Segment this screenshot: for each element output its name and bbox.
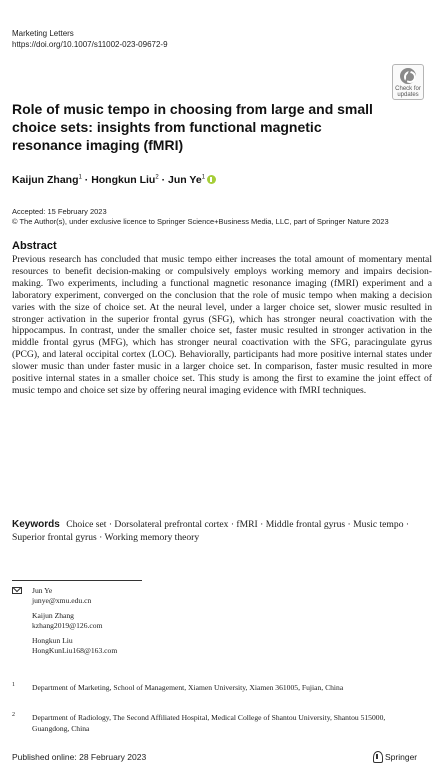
correspondence-email[interactable]: junye@xmu.edu.cn: [32, 596, 92, 605]
article-title: Role of music tempo in choosing from large and small choice sets: insights from functional magnetic resonance imaging (fMRI): [12, 101, 373, 153]
doi-link[interactable]: https://doi.org/10.1007/s11002-023-09672-9: [12, 40, 168, 49]
accepted-date: Accepted: 15 February 2023: [12, 207, 107, 216]
author-name[interactable]: Kaijun Zhang: [12, 174, 79, 186]
keywords: [12, 518, 432, 544]
springer-horse-icon: [372, 751, 382, 763]
publisher-logo: [372, 751, 417, 763]
affiliation-text: Department of Radiology, The Second Affiliated Hospital, Medical College of Shantou University, Shantou 515000, Guangdong, China: [32, 713, 386, 733]
orcid-icon[interactable]: [207, 175, 216, 184]
correspondence-entry: [12, 586, 312, 606]
abstract-heading: Abstract: [12, 240, 57, 252]
correspondence-entry: [12, 611, 312, 631]
author-affiliation-ref: 1: [201, 174, 206, 181]
author-affiliation-ref: 2: [155, 174, 159, 181]
publisher-name: Springer: [385, 752, 418, 762]
correspondence-entry: [12, 636, 312, 656]
author-affiliation-ref: 1: [78, 174, 82, 181]
correspondence-name: Hongkun Liu: [32, 636, 73, 645]
correspondence-name: Kaijun Zhang: [32, 611, 74, 620]
author-name[interactable]: Jun Ye: [168, 174, 202, 186]
footnote-divider: [12, 580, 142, 581]
author-list: [12, 174, 216, 186]
crossmark-icon: [400, 68, 416, 84]
copyright-notice: © The Author(s), under exclusive licence to Springer Science+Business Media, LLC, part of Springer Nature 2023: [12, 217, 389, 226]
affiliation-number: 1: [12, 682, 15, 688]
affiliation: [12, 712, 422, 734]
check-for-updates-label: Check for updates: [395, 86, 421, 98]
author-separator: ·: [161, 174, 169, 186]
journal-header: [12, 28, 168, 50]
correspondence-name: Jun Ye: [32, 586, 53, 595]
author-separator: ·: [84, 174, 92, 186]
correspondence-email[interactable]: HongKunLiu168@163.com: [32, 646, 118, 655]
envelope-icon: [12, 587, 22, 594]
author-name[interactable]: Hongkun Liu: [91, 174, 156, 186]
published-online: Published online: 28 February 2023: [12, 752, 147, 762]
check-for-updates-button[interactable]: [392, 64, 424, 100]
correspondence-email[interactable]: kzhang2019@126.com: [32, 621, 103, 630]
abstract-text: Previous research has concluded that music tempo either increases the total amount of momentary mental resources to benefit decision-making or compulsively employs working memory and impairs decision-making. Two experiments, including a functional magnetic resonance imaging (fMRI) experiment and a laboratory experiment, converged on the conclusion that the role of music tempo when making a decision varies with the size of choice set. At the neural level, under a larger choice set, slower music resulted in stronger activation in the superior frontal gyrus (SFG), which has stronger neural coactivation with the hippocampus. In contrast, under the smaller choice set, faster music resulted in stronger activation in the middle frontal gyrus (MFG), which has stronger neural coactivation with the SFG, paracingulate gyrus (PCG), and lateral occipital cortex (LOC). Behaviorally, participants had more positive internal states under slower music than under faster music in a larger choice set. In comparison, faster music resulted in more positive internal states in a smaller choice set. This study is among the first to examine the joint effect of music tempo and choice set size by offering neural imaging evidence with fMRI techniques.: [12, 254, 432, 396]
keywords-list: Choice set · Dorsolateral prefrontal cortex · fMRI · Middle frontal gyrus · Music tempo · Superior frontal gyrus · Working memory theory: [12, 519, 410, 543]
keywords-label: Keywords: [12, 519, 60, 530]
article-meta: [12, 207, 432, 227]
journal-name: Marketing Letters: [12, 29, 74, 38]
correspondence-block: [12, 586, 312, 661]
affiliation-number: 2: [12, 712, 15, 718]
affiliation: [12, 682, 422, 693]
affiliation-text: Department of Marketing, School of Management, Xiamen University, Xiamen 361005, Fujian, China: [32, 683, 344, 692]
